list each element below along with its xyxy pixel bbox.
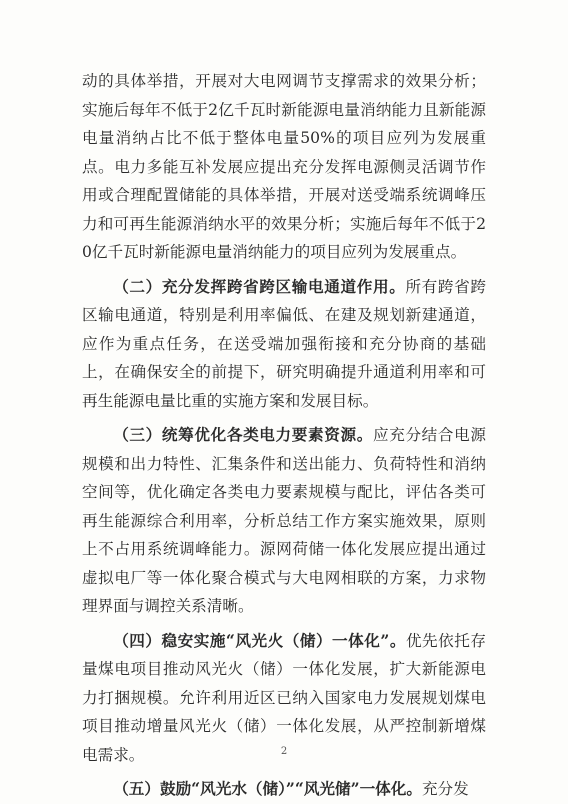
- paragraph-5: [82, 775, 486, 804]
- paragraph-5-heading: （五）鼓励“风光水（储）”“风光储”一体化。: [113, 779, 422, 798]
- paragraph-4-heading: （四）稳安实施“风光火（储）一体化”。: [113, 630, 406, 650]
- paragraph-1-text: 动的具体举措，开展对大电网调节支撑需求的效果分析；实施后每年不低于2亿千瓦时新能源电量消纳能力且新能源电量消纳占比不低于整体电量50%的项目应列为发展重点。电力多能互补发展应提出充分发挥电源侧灵活调节作用或合理配置储能的具体举措，开展对送受端系统调峰压力和可再生能源消纳水平的效果分析；实施后每年不低于20亿千瓦时新能源电量消纳能力的项目应列为发展重点。: [82, 72, 486, 261]
- page-number: 2: [280, 746, 288, 757]
- paragraph-2-text: 所有跨省跨区输电通道，特别是利用率偏低、在建及规划新建通道，应作为重点任务，在送受端加强衔接和充分协商的基础上，在确保安全的前提下，研究明确提升通道利用率和可再生能源电量比重的实施方案和发展目标。: [82, 277, 486, 410]
- paragraph-4-text: 优先依托存量煤电项目推动风光火（储）一体化发展，扩大新能源电力打捆规模。允许利用近区已纳入国家电力发展规划煤电项目推动增量风光火（储）一体化发展，从严控制新增煤电需求。: [82, 631, 486, 764]
- paragraph-2: [82, 273, 486, 416]
- document-body: [82, 67, 486, 804]
- paragraph-3-heading: （三）统筹优化各类电力要素资源。: [113, 425, 373, 444]
- paragraph-1: [82, 67, 486, 267]
- paragraph-5-text: 充分发: [421, 780, 469, 798]
- paragraph-3: [82, 421, 486, 621]
- paragraph-3-text: 应充分结合电源规模和出力特性、汇集条件和送出能力、负荷特性和消纳空间等，优化确定各类电力要素规模与配比，评估各类可再生能源综合利用率，分析总结工作方案实施效果，原则上不占用系统调峰能力。源网荷储一体化发展应提出通过虚拟电厂等一体化聚合模式与大电网相联的方案，力求物理界面与调控关系清晰。: [82, 426, 486, 615]
- paragraph-2-heading: （二）充分发挥跨省跨区输电通道作用。: [113, 276, 406, 296]
